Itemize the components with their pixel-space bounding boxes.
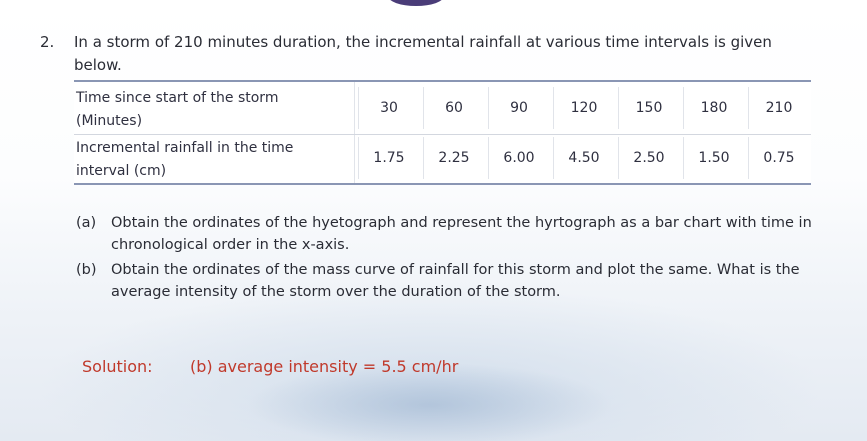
table-cell: 210 [748, 87, 809, 129]
table-cell: 150 [618, 87, 679, 129]
table-cell: 4.50 [553, 137, 614, 179]
part-a-label: (a) [76, 215, 97, 231]
row-label-time: Time since start of the storm (Minutes) [76, 90, 279, 129]
table-cell: 1.75 [358, 137, 419, 179]
table-cell: 2.25 [423, 137, 484, 179]
table-cell: 0.75 [748, 137, 809, 179]
table-cell: 90 [488, 87, 549, 129]
part-a-text: Obtain the ordinates of the hyetograph and represent the hyrtograph as a bar chart with time in chronological order in the x-axis. [111, 215, 812, 253]
table-row-rainfall [74, 134, 811, 183]
solution-label: Solution: [82, 357, 153, 376]
table-cell: 2.50 [618, 137, 679, 179]
question-number: 2. [40, 33, 55, 51]
table-cell: 30 [358, 87, 419, 129]
part-b-text: Obtain the ordinates of the mass curve of rainfall for this storm and plot the same. What is the average intensity of the storm over the duration of the storm. [111, 262, 800, 300]
table-cell: 120 [553, 87, 614, 129]
question-text: In a storm of 210 minutes duration, the incremental rainfall at various time intervals is given below. [74, 33, 772, 74]
table-cell: 60 [423, 87, 484, 129]
part-b-label: (b) [76, 262, 97, 278]
table-cell: 6.00 [488, 137, 549, 179]
table-row-time [74, 85, 811, 133]
rainfall-table [74, 80, 811, 185]
solution-value: (b) average intensity = 5.5 cm/hr [190, 357, 459, 376]
table-cell: 180 [683, 87, 744, 129]
decorative-blob [388, 0, 444, 6]
row-label-rainfall: Incremental rainfall in the time interval (cm) [76, 140, 294, 179]
table-cell: 1.50 [683, 137, 744, 179]
